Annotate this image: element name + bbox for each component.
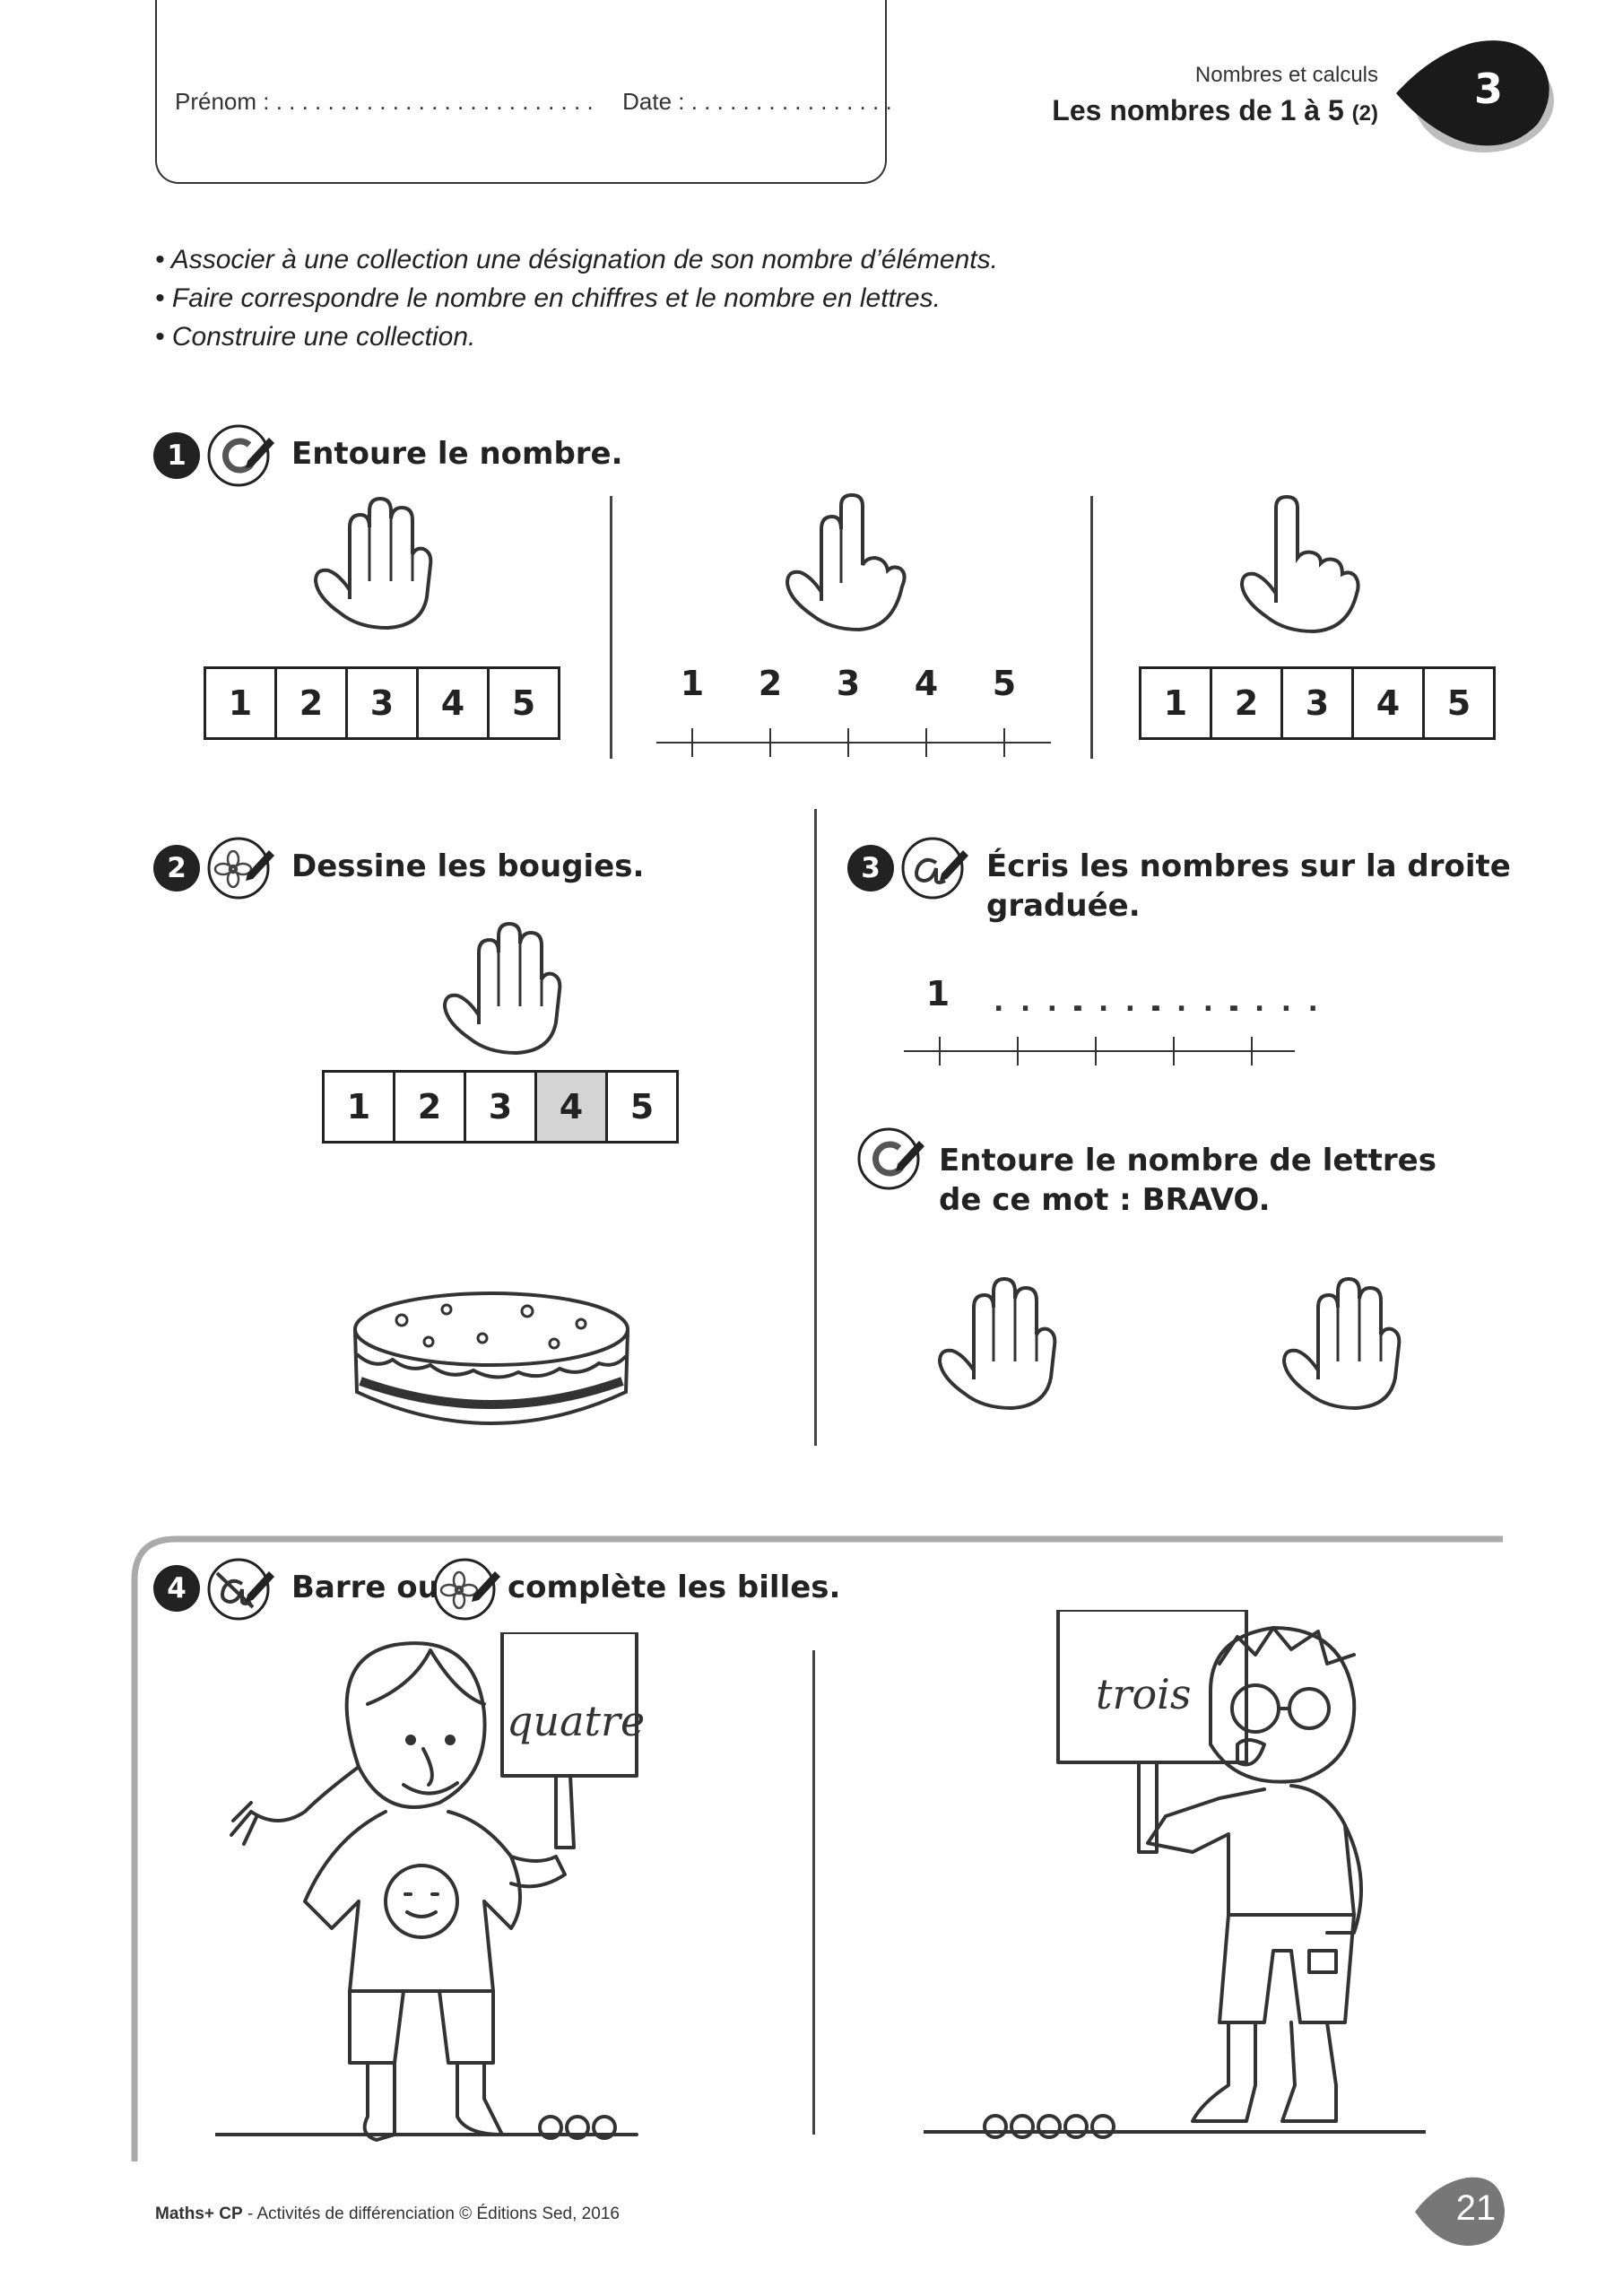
hand-icon-four-fingers [443, 917, 568, 1060]
column-divider [812, 1650, 815, 2135]
number-boxes-a [204, 666, 560, 740]
line-number[interactable]: 5 [992, 664, 1017, 703]
number-cell[interactable]: 5 [1422, 669, 1493, 737]
number-boxes-c [1139, 666, 1496, 740]
number-cell[interactable]: 2 [1210, 669, 1280, 737]
number-cell[interactable]: 2 [274, 669, 345, 737]
domain-label: Nombres et calculs [1194, 63, 1378, 87]
objective-item: • Construire une collection. [155, 322, 476, 352]
title-text: Les nombres de 1 à 5 [1052, 94, 1344, 126]
page-title [1052, 94, 1378, 127]
title-suffix: (2) [1351, 101, 1378, 126]
number-cell-highlighted[interactable]: 4 [534, 1073, 605, 1141]
cake-illustration [348, 1284, 635, 1446]
blank-field[interactable]: . . . . [1072, 987, 1166, 1018]
date-field[interactable]: Date : . . . . . . . . . . . . . . . . [622, 88, 892, 115]
instruction-line: Écris les nombres sur la droite [986, 848, 1511, 884]
number-cell[interactable]: 5 [487, 669, 558, 737]
number-cell[interactable]: 2 [393, 1073, 464, 1141]
number-cell[interactable]: 4 [416, 669, 487, 737]
number-boxes-ex2 [322, 1070, 679, 1144]
boy-sign-text: trois [1096, 1670, 1192, 1718]
line-number[interactable]: 2 [758, 664, 783, 703]
hand-icon-five-fingers[interactable] [1282, 1272, 1408, 1415]
footer-credit [155, 2205, 620, 2224]
footer-text: - Activités de différenciation © Éditions Sed, 2016 [242, 2205, 620, 2223]
blank-field[interactable]: . . . . [994, 987, 1088, 1018]
exercise-3-sub-instruction [939, 1141, 1436, 1220]
number-cell[interactable]: 3 [1280, 669, 1351, 737]
line-start-number: 1 [925, 974, 950, 1013]
page-number: 21 [1455, 2188, 1497, 2228]
exercise-4-number: 4 [153, 1565, 200, 1612]
number-cell[interactable]: 5 [605, 1073, 676, 1141]
girl-sign-text: quatre [507, 1697, 646, 1745]
name-date-row [175, 88, 892, 116]
number-cell[interactable]: 3 [464, 1073, 534, 1141]
exercise-4-instruction-part1: Barre ou [291, 1570, 439, 1605]
number-cell[interactable]: 1 [1163, 683, 1188, 723]
strike-a-pencil-icon [206, 1553, 276, 1623]
exercise-3-number: 3 [847, 845, 894, 891]
number-line-graduated [656, 725, 1051, 761]
exercise-2-instruction: Dessine les bougies. [291, 848, 645, 884]
objective-item: • Associer à une collection une désignation de son nombre d’éléments. [155, 245, 998, 274]
objectives-list [155, 240, 998, 356]
column-divider [814, 809, 817, 1446]
circle-pencil-icon [206, 420, 276, 490]
circle-pencil-icon [856, 1123, 926, 1193]
number-line-empty [904, 1033, 1298, 1069]
prenom-field[interactable]: Prénom : . . . . . . . . . . . . . . . . . . . . . . . . . [175, 88, 594, 115]
exercise-4-instruction-part2: complète les billes. [508, 1570, 841, 1605]
flower-pencil-icon [432, 1553, 502, 1623]
exercise-3-instruction [986, 847, 1511, 926]
instruction-line: graduée. [986, 888, 1141, 924]
footer-book: Maths+ CP [155, 2205, 243, 2223]
column-divider [610, 496, 612, 759]
instruction-line: Entoure le nombre de lettres [939, 1143, 1436, 1178]
line-number[interactable]: 4 [914, 664, 939, 703]
blank-field[interactable]: . . . . [1228, 987, 1322, 1018]
instruction-line: de ce mot : BRAVO. [939, 1182, 1271, 1218]
number-cell[interactable]: 1 [346, 1087, 371, 1126]
number-cell[interactable]: 1 [228, 683, 253, 723]
column-divider [1090, 496, 1093, 759]
lesson-number: 3 [1473, 65, 1503, 113]
line-number[interactable]: 3 [836, 664, 861, 703]
hand-icon-four-fingers [314, 491, 439, 635]
objective-item: • Faire correspondre le nombre en chiffres et le nombre en lettres. [155, 283, 941, 313]
flower-pencil-icon [206, 832, 276, 902]
exercise-1-number: 1 [153, 432, 200, 479]
line-number[interactable]: 1 [680, 664, 705, 703]
letter-a-pencil-icon [900, 832, 970, 902]
hand-icon-one-finger [1240, 495, 1366, 639]
hand-icon-two-fingers [785, 493, 911, 637]
name-date-box [155, 0, 892, 184]
exercise-2-number: 2 [153, 845, 200, 891]
number-cell[interactable]: 4 [1351, 669, 1422, 737]
hand-icon-five-fingers[interactable] [938, 1272, 1063, 1415]
number-cell[interactable]: 3 [345, 669, 416, 737]
blank-field[interactable]: . . . . [1150, 987, 1244, 1018]
exercise-1-instruction: Entoure le nombre. [291, 436, 623, 472]
